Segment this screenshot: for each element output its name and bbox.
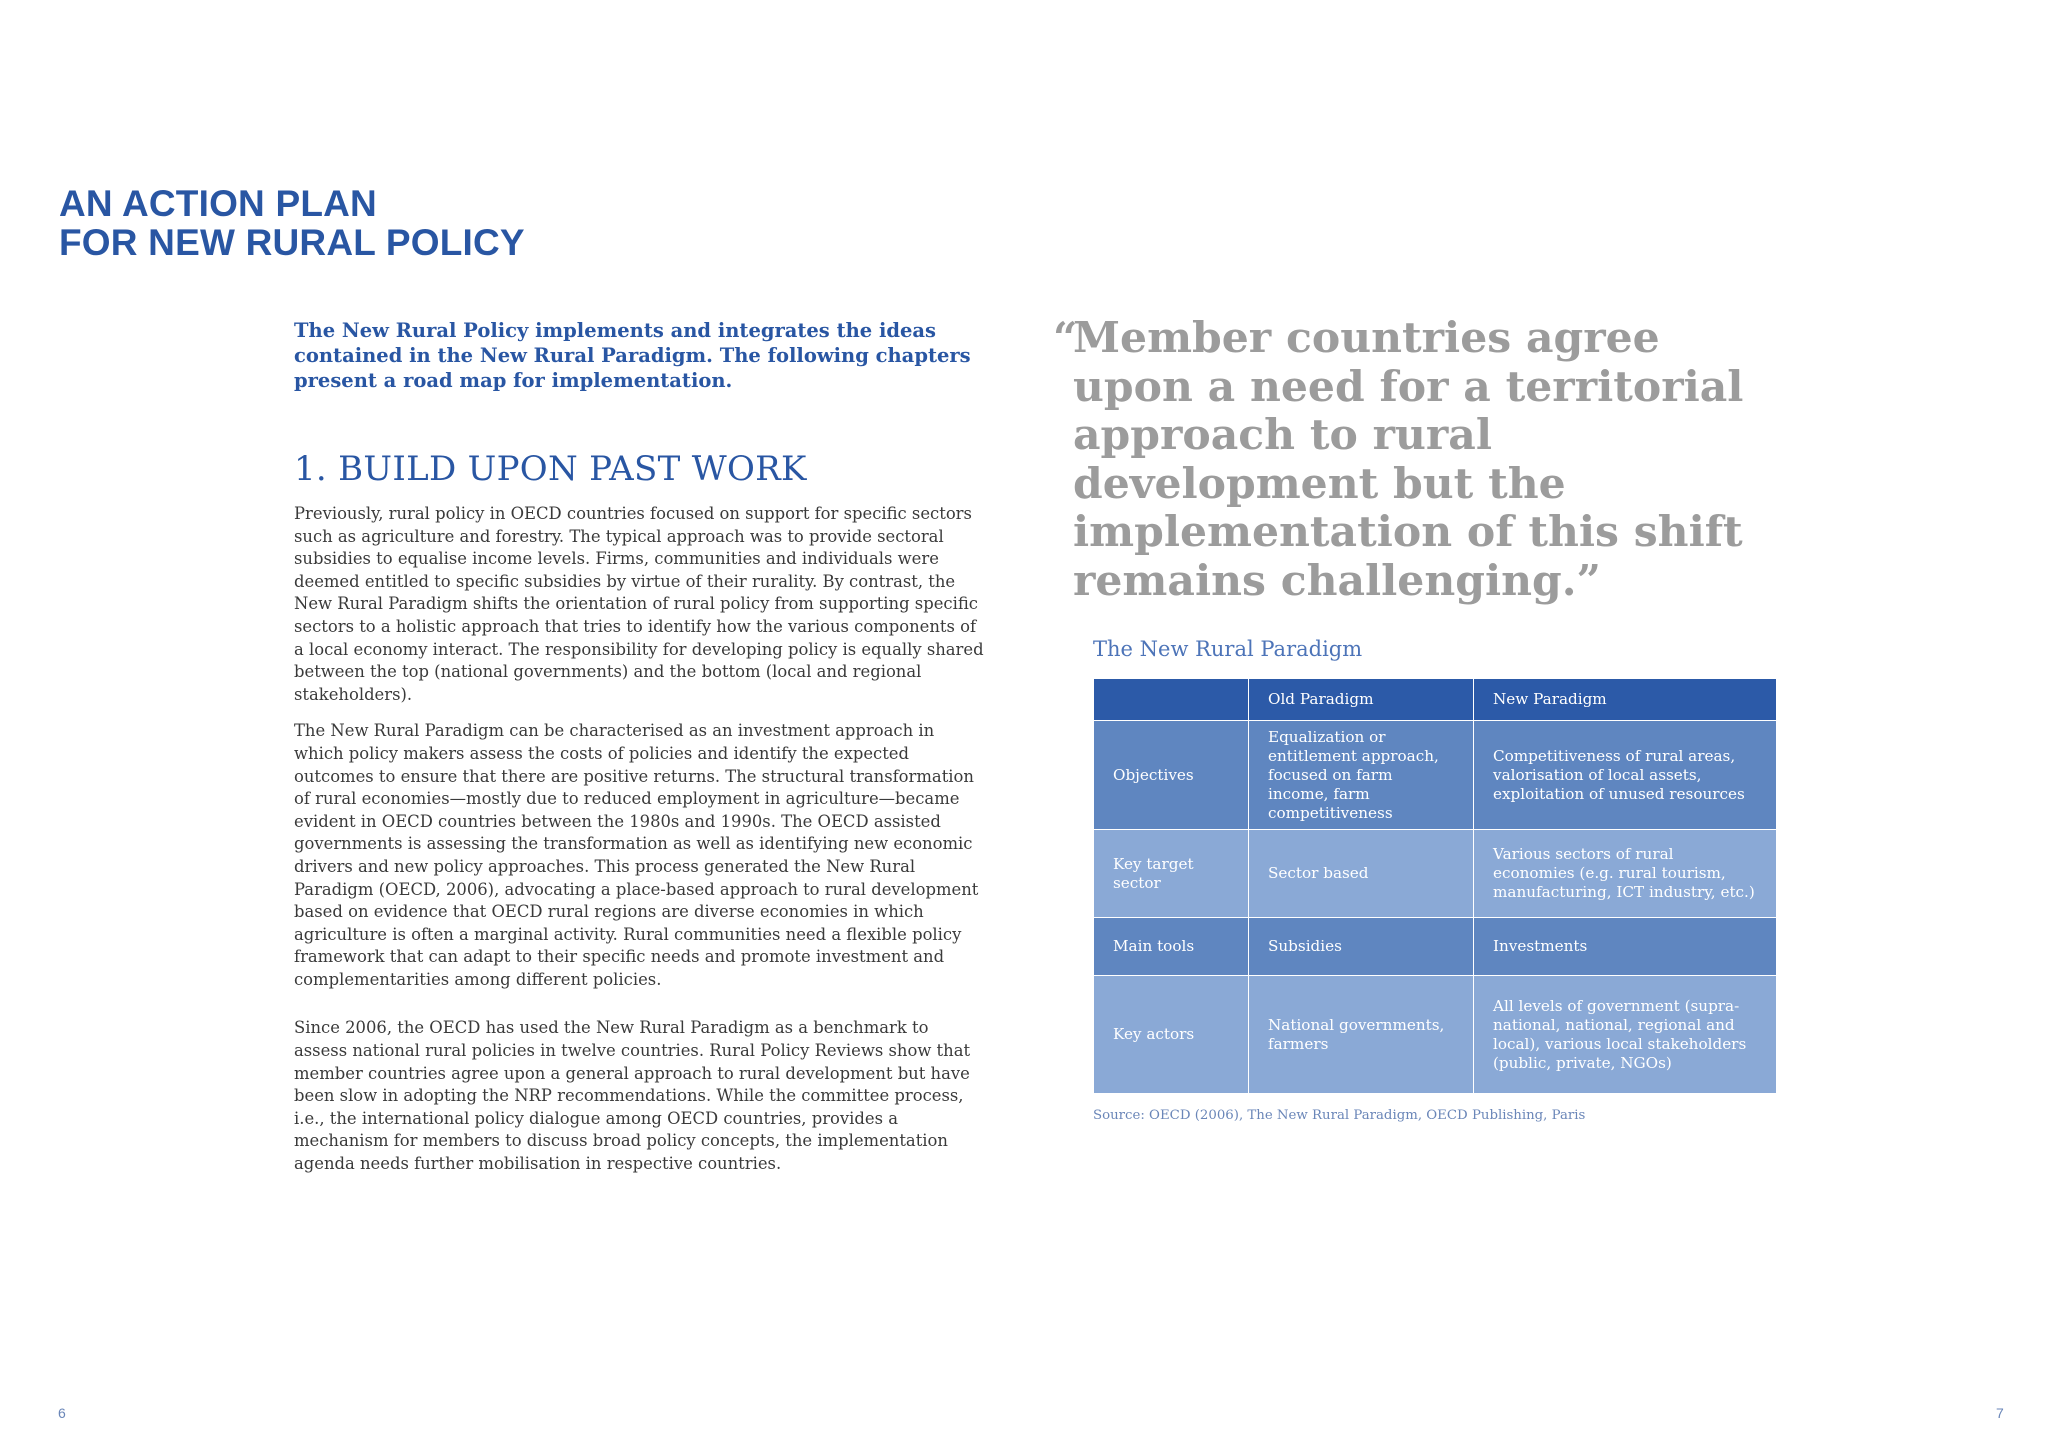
section-heading: 1. BUILD UPON PAST WORK <box>294 449 807 489</box>
table-title: The New Rural Paradigm <box>1093 637 1363 661</box>
page-title-line-2: FOR NEW RURAL POLICY <box>59 222 525 263</box>
body-paragraph-1: Previously, rural policy in OECD countries focused on support for specific sectors such as agriculture and forestry. The typical approach was to provide sectoral subsidies to equalise income levels. Firms, communities and individuals were deemed entitled to specific subsidies by virtue of their rurality. By contrast, the New Rural Paradigm shifts the orientation of rural policy from supporting specific sectors to a holistic approach that tries to identify how the various components of a local economy interact. The responsibility for developing policy is equally shared between the top (national governments) and the bottom (local and regional stakeholders). <box>294 504 984 704</box>
page-number-right: 7 <box>1996 1405 2004 1421</box>
row-label-key-target-sector: Key target sector <box>1094 830 1249 918</box>
body-paragraph-2: The New Rural Paradigm can be characterised as an investment approach in which policy makers assess the costs of policies and identify the expected outcomes to ensure that there are positive returns. The structural transformation of rural economies—mostly due to reduced employment in agriculture—became evident in OECD countries between the 1980s and 1990s. The OECD assisted governments is assessing the transformation as well as identifying new economic drivers and new policy approaches. This process generated the New Rural Paradigm (OECD, 2006), advocating a place-based approach to rural development based on evidence that OECD rural regions are diverse economies in which agriculture is often a marginal activity. Rural communities need a flexible policy framework that can adapt to their specific needs and promote investment and complementarities among different policies. <box>294 721 979 989</box>
table-row <box>1094 918 1777 976</box>
table-cell-old: Equalization or entitlement approach, focused on farm income, farm competitiveness <box>1249 721 1474 830</box>
table-row <box>1094 830 1777 918</box>
table-cell-old: Sector based <box>1249 830 1474 918</box>
pull-quote <box>1053 313 1793 606</box>
table-cell-new: Investments <box>1474 918 1777 976</box>
row-label-objectives: Objectives <box>1094 721 1249 830</box>
body-paragraph-3: Since 2006, the OECD has used the New Rural Paradigm as a benchmark to assess national rural policies in twelve countries. Rural Policy Reviews show that member countries agree upon a general approach to rural development but have been slow in adopting the NRP recommendations. While the committee process, i.e., the international policy dialogue among OECD countries, provides a mechanism for members to discuss broad policy concepts, the implementation agenda needs further mobilisation in respective countries. <box>294 1018 971 1174</box>
table-cell-new: All levels of government (supra-national, national, regional and local), various local stakeholders (public, private, NGOs) <box>1474 976 1777 1094</box>
pull-quote-text: Member countries agree upon a need for a territorial approach to rural development but the implementation of this shift remains challenging.” <box>1073 313 1744 606</box>
table-header-cell-empty <box>1094 679 1249 721</box>
table-header-old-paradigm: Old Paradigm <box>1249 679 1474 721</box>
page-title <box>59 184 525 262</box>
page-title-line-1: AN ACTION PLAN <box>59 183 377 224</box>
intro-paragraph: The New Rural Policy implements and integrates the ideas contained in the New Rural Paradigm. The following chapters present a road map for implementation. <box>294 319 971 392</box>
page-number-left: 6 <box>58 1405 66 1421</box>
paradigm-table <box>1093 678 1777 1094</box>
paradigm-table-block <box>1093 636 1776 1125</box>
row-label-key-actors: Key actors <box>1094 976 1249 1094</box>
table-cell-new: Various sectors of rural economies (e.g. rural tourism, manufacturing, ICT industry, etc.) <box>1474 830 1777 918</box>
row-label-main-tools: Main tools <box>1094 918 1249 976</box>
table-source-note: Source: OECD (2006), The New Rural Paradigm, OECD Publishing, Paris <box>1093 1108 1586 1123</box>
table-header-new-paradigm: New Paradigm <box>1474 679 1777 721</box>
table-cell-old: Subsidies <box>1249 918 1474 976</box>
pull-quote-open-mark: “ <box>1053 313 1078 363</box>
table-row <box>1094 976 1777 1094</box>
table-cell-old: National governments, farmers <box>1249 976 1474 1094</box>
table-header-row <box>1094 679 1777 721</box>
left-column <box>294 318 984 1190</box>
table-cell-new: Competitiveness of rural areas, valorisation of local assets, exploitation of unused resources <box>1474 721 1777 830</box>
table-row <box>1094 721 1777 830</box>
